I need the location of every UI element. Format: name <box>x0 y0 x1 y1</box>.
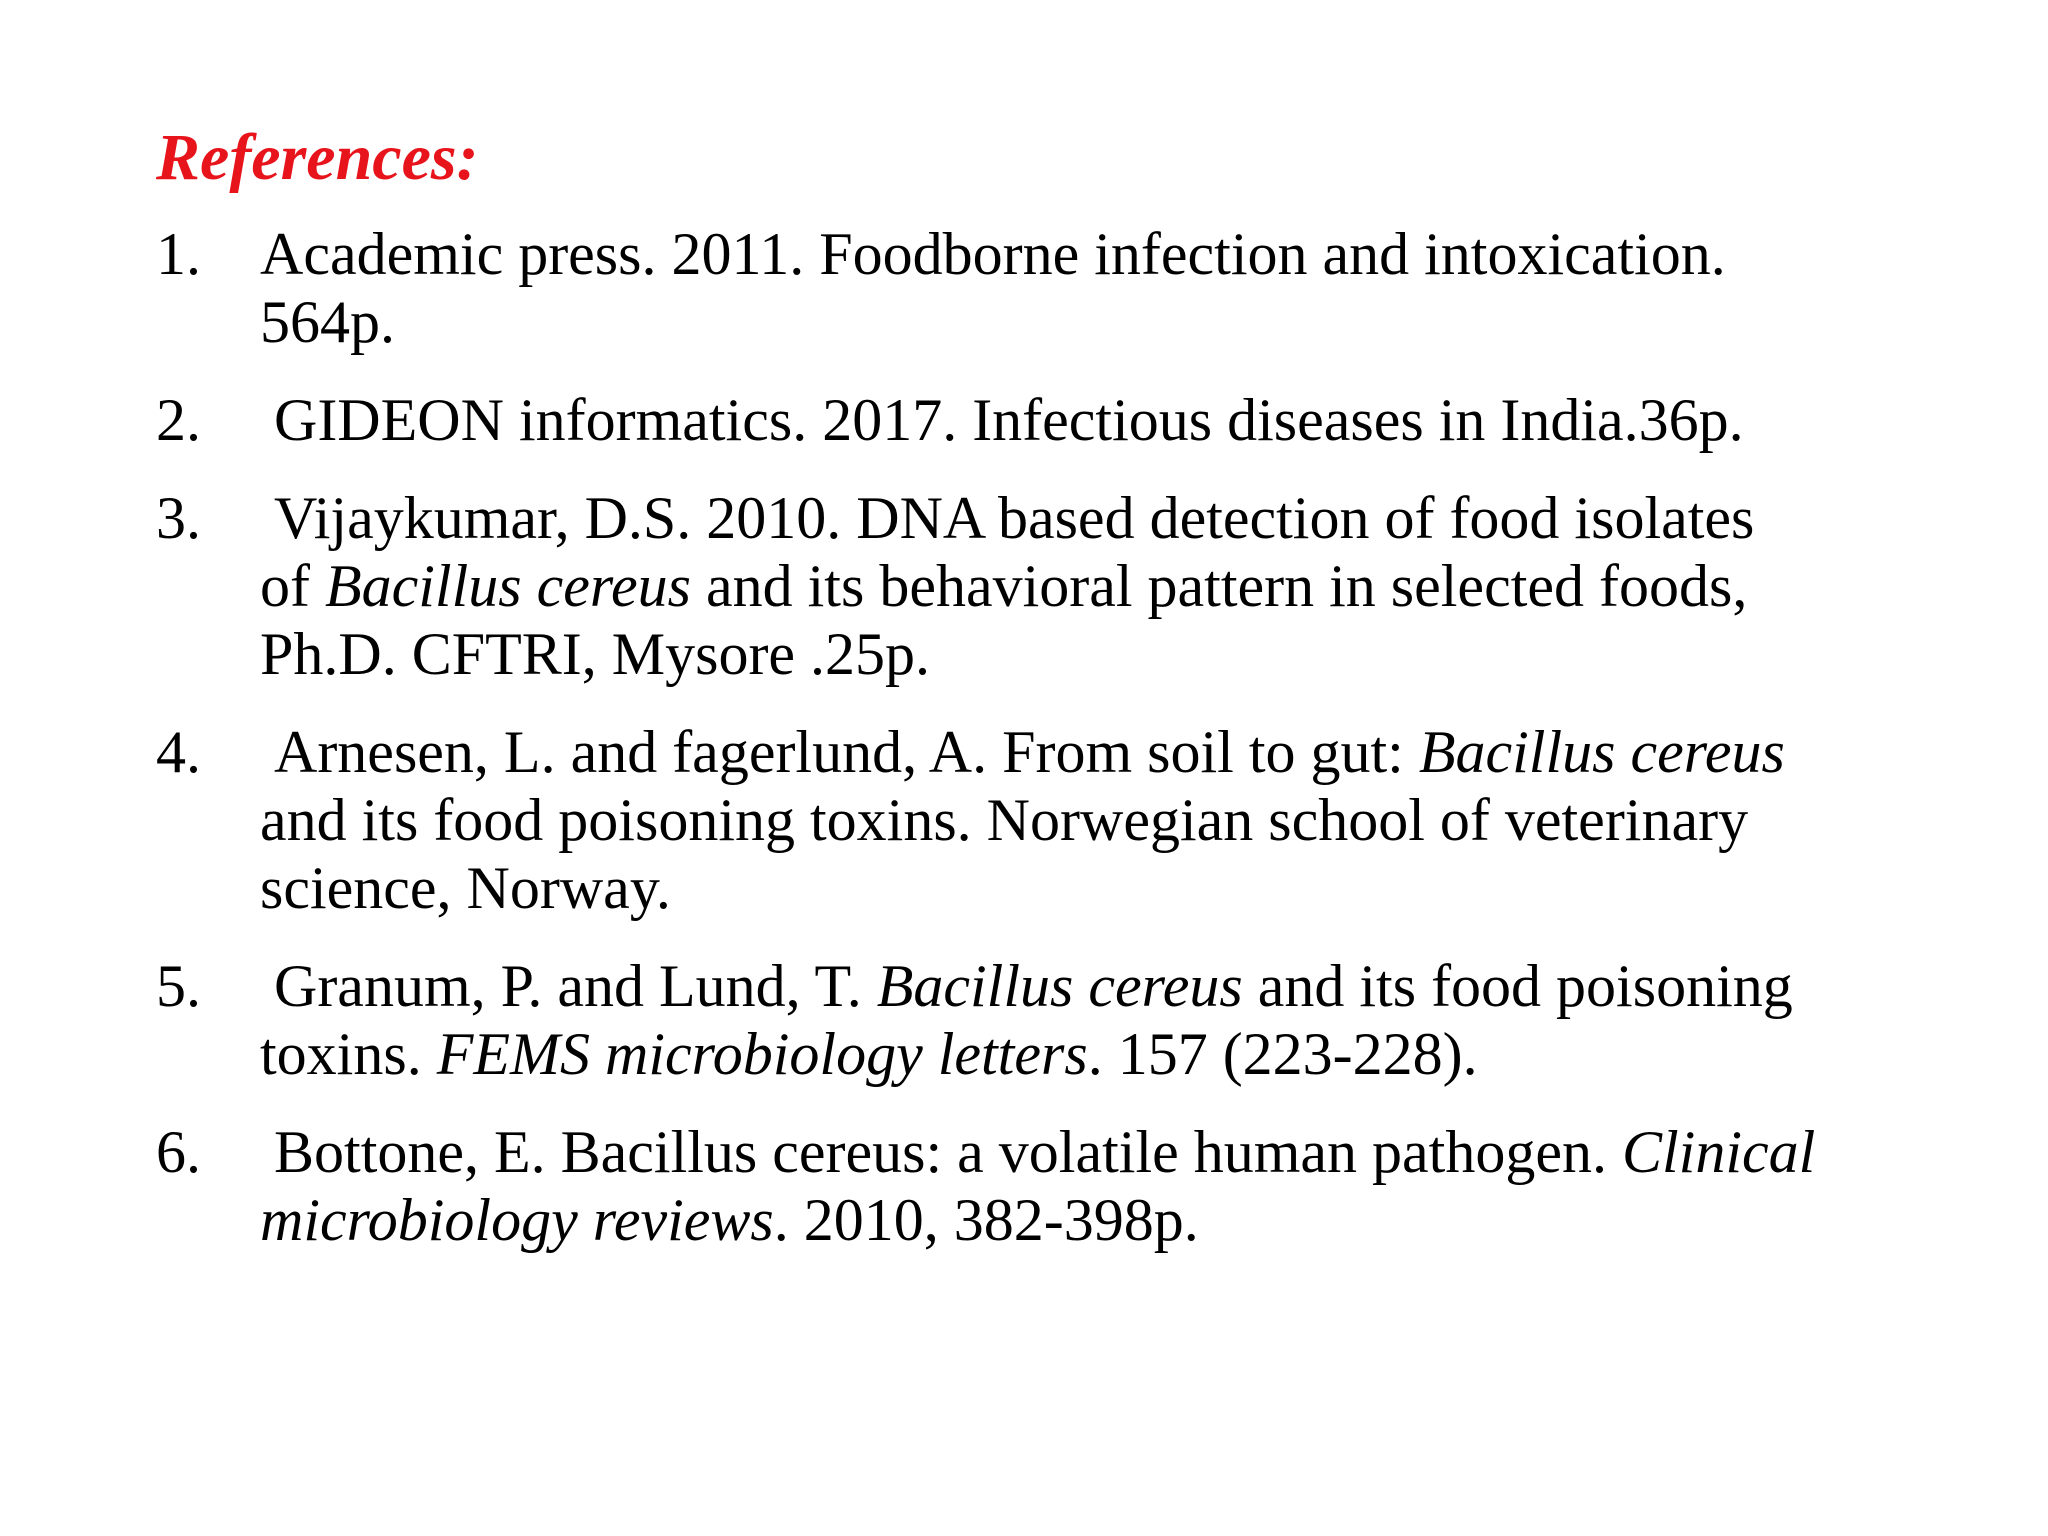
reference-item <box>156 484 1996 688</box>
reference-number: 2. <box>156 387 201 453</box>
reference-text: Bottone, E. Bacillus cereus: a volatile human pathogen. <box>274 1119 1622 1185</box>
reference-italic-text: Bacillus cereus <box>324 553 691 619</box>
reference-item <box>156 220 1996 356</box>
reference-number: 1. <box>156 221 201 287</box>
reference-text: . 2010, 382-398p. <box>773 1187 1199 1253</box>
reference-italic-text: Bacillus cereus <box>876 953 1243 1019</box>
reference-text: GIDEON informatics. 2017. Infectious diseases in India.36p. <box>274 387 1744 453</box>
reference-text: Academic press. 2011. Foodborne infection and intoxication. <box>260 221 1726 287</box>
reference-line <box>260 620 1996 688</box>
reference-text: toxins. <box>260 1021 437 1087</box>
reference-line <box>260 288 1996 356</box>
reference-item <box>156 718 1996 922</box>
reference-text: Granum, P. and Lund, T. <box>274 953 877 1019</box>
reference-line <box>260 552 1996 620</box>
reference-list <box>156 220 1996 1284</box>
reference-italic-text: Clinical <box>1621 1119 1816 1185</box>
reference-text: and its food poisoning toxins. Norwegian school of veterinary <box>260 787 1749 853</box>
reference-text: Vijaykumar, D.S. 2010. DNA based detection of food isolates <box>274 485 1755 551</box>
reference-text: of <box>260 553 325 619</box>
reference-number: 5. <box>156 953 201 1019</box>
reference-line <box>260 1186 1996 1254</box>
reference-line <box>260 786 1996 854</box>
references-title: References: <box>156 121 479 194</box>
reference-item <box>156 386 1996 454</box>
reference-text: 564p. <box>260 289 395 355</box>
reference-text: science, Norway. <box>260 855 671 921</box>
reference-number: 4. <box>156 719 201 785</box>
reference-italic-text: FEMS microbiology letters <box>436 1021 1088 1087</box>
reference-item <box>156 952 1996 1088</box>
reference-line <box>260 952 1996 1020</box>
reference-line <box>260 1118 1996 1186</box>
reference-number: 6. <box>156 1119 201 1185</box>
reference-text: Ph.D. CFTRI, Mysore .25p. <box>260 621 931 687</box>
reference-number: 3. <box>156 485 201 551</box>
reference-line <box>260 854 1996 922</box>
reference-text: and its food poisoning <box>1242 953 1793 1019</box>
reference-line <box>260 386 1996 454</box>
reference-line <box>260 718 1996 786</box>
reference-text: and its behavioral pattern in selected foods, <box>691 553 1748 619</box>
reference-item <box>156 1118 1996 1254</box>
reference-text: Arnesen, L. and fagerlund, A. From soil to gut: <box>274 719 1419 785</box>
reference-line <box>260 220 1996 288</box>
reference-italic-text: Bacillus cereus <box>1418 719 1785 785</box>
reference-text: . 157 (223-228). <box>1087 1021 1478 1087</box>
reference-line <box>260 1020 1996 1088</box>
reference-italic-text: microbiology reviews <box>260 1187 774 1253</box>
reference-line <box>260 484 1996 552</box>
